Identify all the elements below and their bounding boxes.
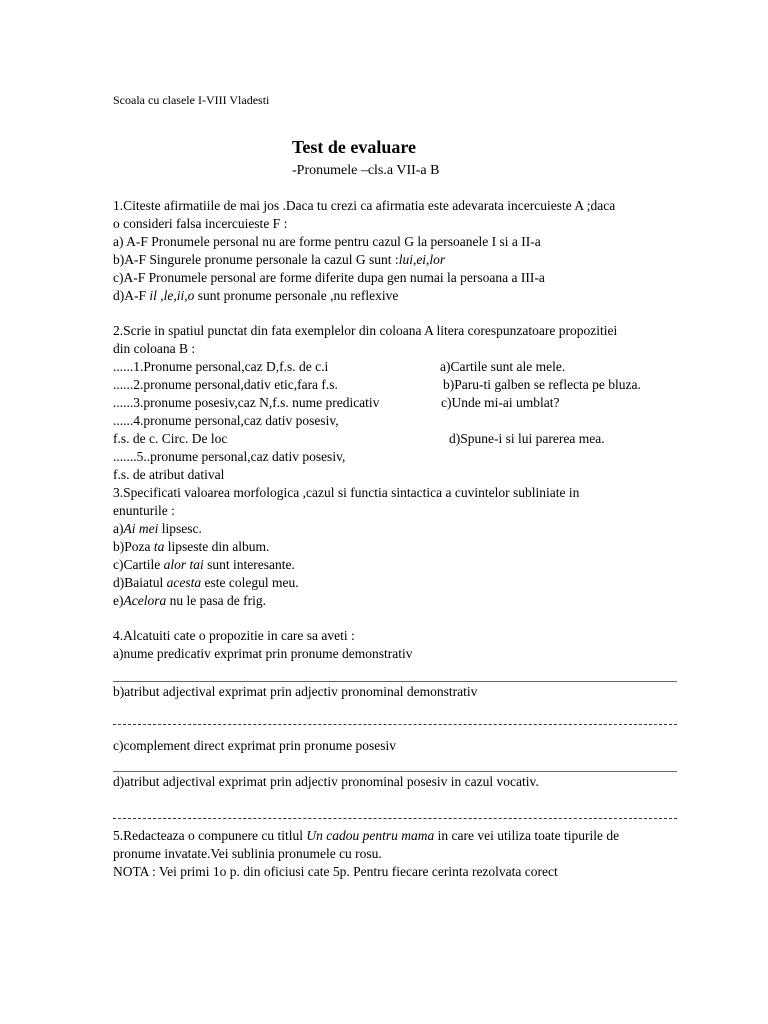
ex2-col-b-a: a)Cartile sunt ale mele.: [440, 359, 566, 374]
ex2-col-a-4b: f.s. de c. Circ. De loc: [113, 431, 228, 446]
ex4-item-a: a)nume predicativ exprimat prin pronume demonstrativ: [113, 646, 413, 661]
ex4-item-b: b)atribut adjectival exprimat prin adjectiv pronominal demonstrativ: [113, 684, 478, 699]
grading-note: NOTA : Vei primi 1o p. din oficiusi cate 5p. Pentru fiecare cerinta rezolvata corect: [113, 864, 558, 879]
ex5-line1: 5.Redacteaza o compunere cu titlul Un cadou pentru mama in care vei utiliza toate tipurile de: [113, 828, 620, 843]
school-name: Scoala cu clasele I-VIII Vladesti: [113, 93, 270, 107]
answer-line-d: [113, 818, 677, 819]
ex3-item-b: b)Poza ta lipseste din album.: [113, 539, 270, 554]
ex2-col-a-4: ......4.pronume personal,caz dativ posesiv,: [113, 413, 339, 428]
ex2-col-b-d: d)Spune-i si lui parerea mea.: [449, 431, 605, 446]
ex4-line1: 4.Alcatuiti cate o propozitie in care sa aveti :: [113, 628, 355, 643]
ex2-col-b-b: b)Paru-ti galben se reflecta pe bluza.: [443, 377, 641, 392]
ex4-item-c: c)complement direct exprimat prin pronume posesiv: [113, 738, 397, 753]
ex2-col-a-5: .......5..pronume personal,caz dativ posesiv,: [113, 449, 346, 464]
ex1-item-b: b)A-F Singurele pronume personale la cazul G sunt :lui,ei,lor: [113, 252, 446, 267]
ex3-item-c: c)Cartile alor tai sunt interesante.: [113, 557, 295, 572]
ex4-item-d: d)atribut adjectival exprimat prin adjectiv pronominal posesiv in cazul vocativ.: [113, 774, 539, 789]
ex1-line2: o consideri falsa incercuieste F :: [113, 216, 288, 231]
ex3-item-d: d)Baiatul acesta este colegul meu.: [113, 575, 299, 590]
page-title: Test de evaluare: [292, 137, 416, 157]
ex1-item-c: c)A-F Pronumele personal are forme diferite dupa gen numai la persoana a III-a: [113, 270, 545, 285]
ex3-item-a: a)Ai mei lipsesc.: [113, 521, 202, 536]
ex2-col-a-1: ......1.Pronume personal,caz D,f.s. de c.i: [113, 359, 329, 374]
ex1-line1: 1.Citeste afirmatiile de mai jos .Daca tu crezi ca afirmatia este adevarata incercuieste A ;daca: [113, 198, 616, 213]
ex1-item-d: d)A-F il ,le,ii,o sunt pronume personale ,nu reflexive: [113, 288, 399, 303]
answer-line-c: [113, 771, 677, 772]
ex1-item-a: a) A-F Pronumele personal nu are forme pentru cazul G la persoanele I si a II-a: [113, 234, 541, 249]
ex3-line2: enunturile :: [113, 503, 175, 518]
answer-line-a: [113, 681, 677, 682]
ex2-line1: 2.Scrie in spatiul punctat din fata exemplelor din coloana A litera corespunzatoare propozitiei: [113, 323, 618, 338]
ex2-col-a-3: ......3.pronume posesiv,caz N,f.s. nume predicativ: [113, 395, 380, 410]
ex2-col-a-2: ......2.pronume personal,dativ etic,fara f.s.: [113, 377, 338, 392]
ex5-line2: pronume invatate.Vei sublinia pronumele cu rosu.: [113, 846, 382, 861]
ex3-item-e: e)Acelora nu le pasa de frig.: [113, 593, 266, 608]
ex2-line2: din coloana B :: [113, 341, 196, 356]
ex3-line1: 3.Specificati valoarea morfologica ,cazul si functia sintactica a cuvintelor subliniate in: [113, 485, 580, 500]
ex2-col-a-5b: f.s. de atribut datival: [113, 467, 225, 482]
answer-line-b: [113, 724, 677, 725]
ex2-col-b-c: c)Unde mi-ai umblat?: [441, 395, 560, 410]
page-subtitle: -Pronumele –cls.a VII-a B: [292, 163, 440, 178]
